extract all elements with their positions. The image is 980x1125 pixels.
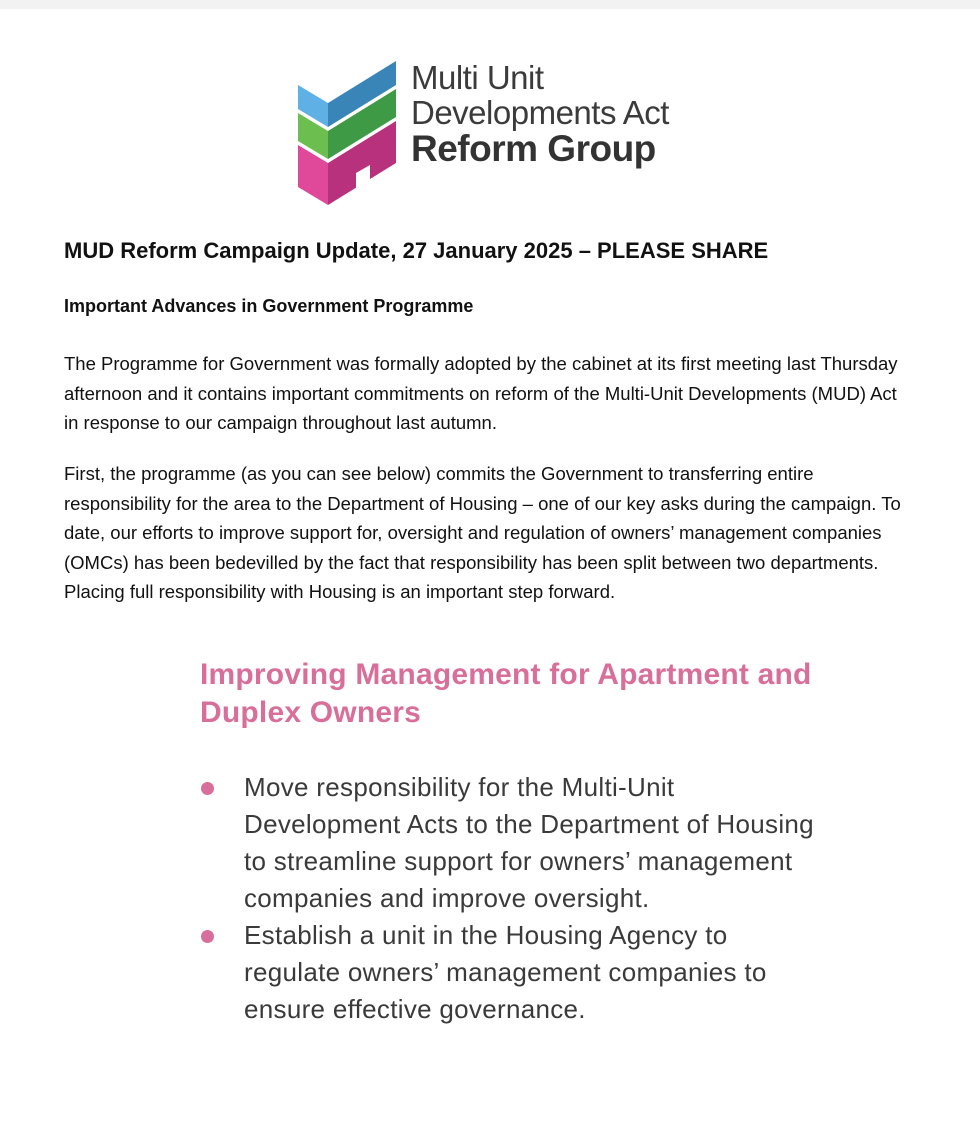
programme-excerpt bbox=[200, 656, 840, 1024]
page-title: MUD Reform Campaign Update, 27 January 2025 – PLEASE SHARE bbox=[64, 238, 769, 263]
bullet-dot-icon bbox=[201, 782, 214, 795]
section-heading: Important Advances in Government Programme bbox=[64, 296, 474, 316]
excerpt-bullet-list bbox=[200, 769, 820, 1028]
bullet-text: Move responsibility for the Multi-Unit Development Acts to the Department of Housing to streamline support for owners’ management companies and improve oversight. bbox=[244, 772, 814, 913]
building-logo-icon bbox=[298, 55, 408, 210]
bullet-text: Establish a unit in the Housing Agency to regulate owners’ management companies to ensure effective governance. bbox=[244, 920, 767, 1024]
logo-text-line2: Developments Act bbox=[411, 94, 669, 131]
list-item bbox=[200, 917, 820, 1028]
paragraph-intro: The Programme for Government was formally adopted by the cabinet at its first meeting last Thursday afternoon and it contains important commitments on reform of the Multi-Unit Developments (MUD) Act in response to our campaign throughout last autumn. bbox=[64, 353, 898, 433]
bullet-dot-icon bbox=[201, 930, 214, 943]
excerpt-title: Improving Management for Apartment and Duplex Owners bbox=[200, 658, 812, 729]
top-strip bbox=[0, 0, 980, 9]
mud-reform-group-logo bbox=[298, 55, 698, 210]
paragraph-first-point: First, the programme (as you can see below) commits the Government to transferring entire responsibility for the area to the Department of Housing – one of our key asks during the campaign. To date, our efforts to improve support for, oversight and regulation of owners’ management companies (OMCs) has been bedevilled by the fact that responsibility has been split between two departments. Placing full responsibility with Housing is an important step forward. bbox=[64, 463, 901, 602]
logo-text-line1: Multi Unit bbox=[411, 59, 544, 96]
list-item bbox=[200, 769, 820, 917]
logo-text-line3: Reform Group bbox=[411, 128, 656, 169]
